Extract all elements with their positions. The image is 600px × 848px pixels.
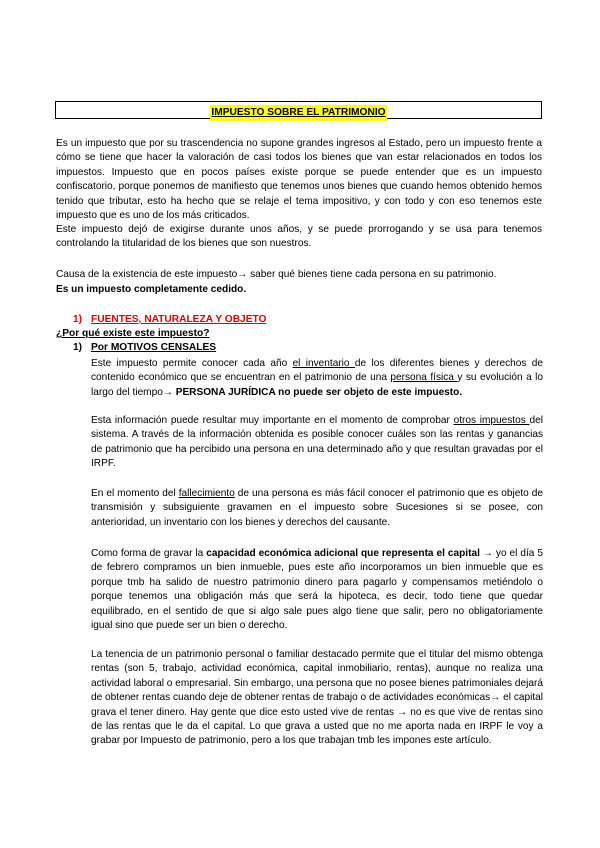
section-number: 1) bbox=[73, 314, 83, 325]
ceded-line: Es un impuesto completamente cedido. bbox=[56, 284, 247, 295]
cause-line: Causa de la existencia de este impuesto→ saber qué bienes tiene cada persona en su patrimonio. bbox=[56, 269, 497, 280]
page-title: IMPUESTO SOBRE EL PATRIMONIO bbox=[210, 105, 386, 121]
death-paragraph: En el momento del fallecimiento de una persona es más fácil conocer el patrimonio que es objeto de transmisión y subsiguiente gravamen en el impuesto sobre Sucesiones si se posee, con anterioridad, un inventario con los bienes y derechos del causante. bbox=[91, 488, 543, 528]
censal-paragraph: Este impuesto permite conocer cada año el inventario de los diferentes bienes y derechos de contenido económico que se encuentran en el patrimonio de una persona física y su evolución a lo largo del tiempo→ PERSONA JURÍDICA no puede ser objeto de este impuesto. bbox=[91, 358, 543, 398]
section-heading: FUENTES, NATURALEZA Y OBJETO bbox=[91, 314, 267, 325]
tenure-paragraph: La tenencia de un patrimonio personal o familiar destacado permite que el titular del mismo obtenga rentas (son 5, trabajo, actividad económica, capital inmobiliario, rentas), aunque no realiza una actividad laboral o empresarial. Sin embargo, una persona que no posee bienes patrimoniales dejará de obtener rentas cuando deje de obtener rentas de trabajo o de actividades económicas→ el capital grava el tener dinero. Hay gente que dice esto usted vive de rentas → no es que vive de rentas sino de las rentas que le da el capital. Lo que grava a usted que no me aporta nada en IRPF le voy a grabar por Impuesto de patrimonio, pero a los que trabajan tmb les impones este artículo. bbox=[91, 649, 543, 747]
title-box bbox=[55, 101, 542, 119]
other-taxes-paragraph: Esta información puede resultar muy importante en el momento de comprobar otros impuestos del sistema. A través de la información obtenida es posible conocer cuáles son las rentas y ganancias de patrimonio que ha percibido una persona en una determinado año y que resultan gravadas por el IRPF. bbox=[91, 415, 543, 470]
section-question: ¿Por qué existe este impuesto? bbox=[56, 328, 210, 339]
capacity-paragraph: Como forma de gravar la capacidad económica adicional que representa el capital → yo el día 5 de febrero compramos un bien inmueble, pues este año incorporamos un bien inmueble que es porque tmb ha salido de nuestro patrimonio dinero para pagarlo y compensamos metiéndolo o porque tenemos una obligación más que será la hipoteca, es decir, todo tiene que quedar equilibrado, en el sentido de que si algo sale pues algo tiene que salir, pero no obligatoriamente igual sino que puede ser un bien o derecho. bbox=[91, 548, 543, 632]
intro-paragraph-2: Este impuesto dejó de exigirse durante unos años, y se puede prorrogando y se usa para tenemos controlando la titularidad de los bienes que son nuestros. bbox=[56, 224, 542, 250]
subsection-number: 1) bbox=[73, 342, 83, 353]
intro-paragraph: Es un impuesto que por su trascendencia no supone grandes ingresos al Estado, pero un impuesto frente a cómo se tiene que hacer la valoración de casi todos los bienes que van estar relacionados en todos los impuestos. Impuesto que en pocos países existe porque se puede entender que es un impuesto confiscatorio, porque ponemos de manifiesto que tenemos unos bienes que cuando hemos obtenido hemos tenido que tributar, esto ha hecho que se relaje el tema impositivo, y con todo y con eso tenemos este impuesto que es uno de los más criticados. bbox=[56, 138, 542, 222]
subsection-heading: Por MOTIVOS CENSALES bbox=[91, 342, 217, 353]
